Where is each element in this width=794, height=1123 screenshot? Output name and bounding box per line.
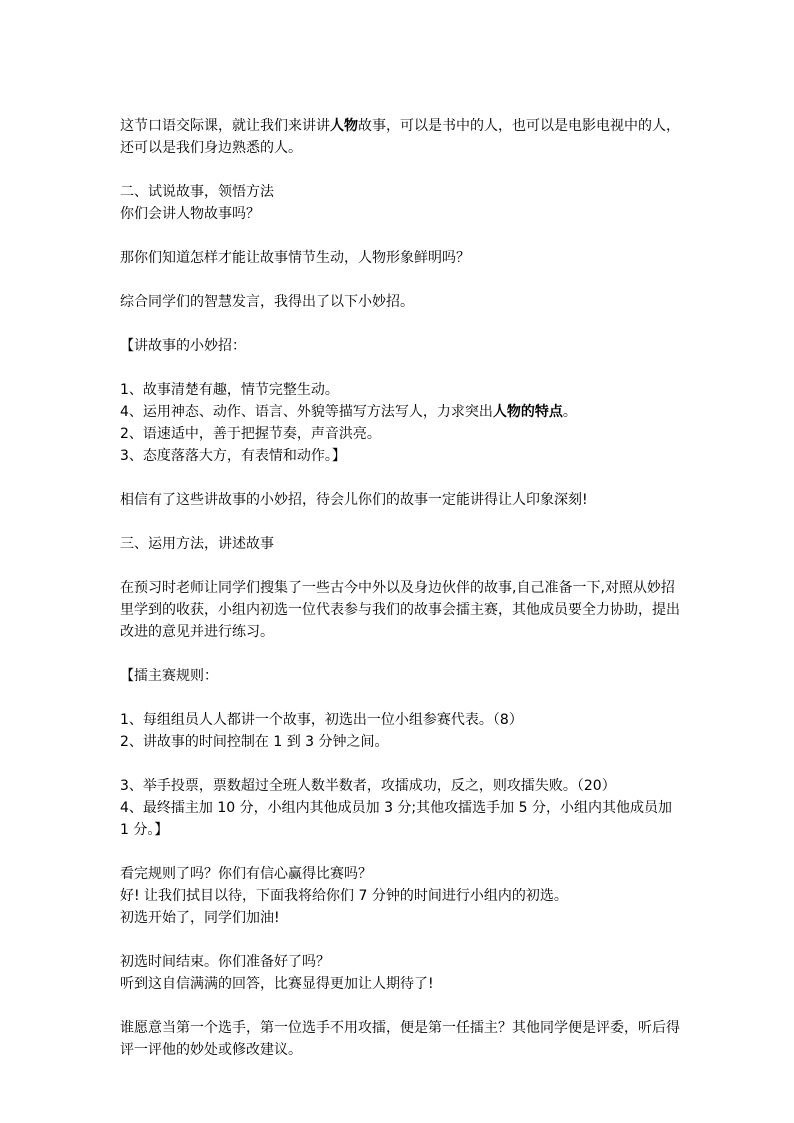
believe-paragraph: 相信有了这些讲故事的小妙招，待会儿你们的故事一定能讲得让人印象深刻! [120, 492, 588, 508]
rule-item: 3、举手投票，票数超过全班人数半数者，攻擂成功，反之，则攻擂失败。（20） [120, 778, 616, 794]
question-2: 那你们知道怎样才能让故事情节生动，人物形象鲜明吗？ [120, 250, 470, 266]
ready-line: 好! 让我们拭目以待，下面我将给你们 7 分钟的时间进行小组内的初选。 [120, 888, 568, 904]
ready-line: 初选开始了，同学们加油! [120, 910, 280, 926]
section-2-heading: 二、试说故事，领悟方法 [120, 184, 274, 200]
intro-paragraph [120, 115, 680, 159]
ready-line: 看完规则了吗？你们有信心赢得比赛吗？ [120, 866, 372, 882]
tip4-bold-text: 人物的特点 [492, 404, 563, 420]
question-1: 你们会讲人物故事吗？ [120, 206, 260, 222]
end-line: 初选时间结束。你们准备好了吗？ [120, 954, 330, 970]
final-paragraph: 谁愿意当第一个选手，第一位选手不用攻擂，便是第一任擂主？其他同学便是评委，听后得评一评他的妙处或修改建议。 [120, 1020, 680, 1058]
end-line: 听到这自信满满的回答，比赛显得更加让人期待了! [120, 976, 434, 992]
intro-bold-text: 人物 [330, 118, 358, 134]
intro-text-b: 故事，可以是书中的人，也可以是电影电视中的人，还可以是我们身边熟悉的人。 [120, 118, 680, 156]
tip-item: 3、态度落落大方，有表情和动作。】 [120, 448, 346, 464]
tip-item: 1、故事清楚有趣，情节完整生动。 [120, 382, 339, 398]
rule-item: 4、最终擂主加 10 分，小组内其他成员加 3 分;其他攻擂选手加 5 分，小组内其他成员加 1 分。】 [120, 800, 677, 838]
rules-heading: 【擂主赛规则： [120, 668, 218, 684]
rule-item: 1、每组组员人人都讲一个故事，初选出一位小组参赛代表。（8） [120, 712, 523, 728]
intro-text-a: 这节口语交际课，就让我们来讲讲 [120, 118, 330, 134]
rule-item: 2、讲故事的时间控制在 1 到 3 分钟之间。 [120, 734, 389, 750]
tip4-text-b: 。 [562, 404, 577, 420]
tip-item: 2、语速适中，善于把握节奏，声音洪亮。 [120, 426, 381, 442]
prep-paragraph: 在预习时老师让同学们搜集了一些古今中外以及身边伙伴的故事,自己准备一下,对照从妙招里学到的收获，小组内初选一位代表参与我们的故事会擂主赛，其他成员要全力协助，提出改进的意见并进行练习。 [120, 580, 680, 640]
tip-item-bold [120, 401, 680, 423]
tip4-text-a: 4、运用神态、动作、语言、外貌等描写方法写人，力求突出 [120, 404, 493, 420]
summary-paragraph: 综合同学们的智慧发言，我得出了以下小妙招。 [120, 294, 414, 310]
section-3-heading: 三、运用方法，讲述故事 [120, 536, 274, 552]
tips-heading: 【讲故事的小妙招： [120, 338, 246, 354]
document-body [120, 115, 680, 1061]
